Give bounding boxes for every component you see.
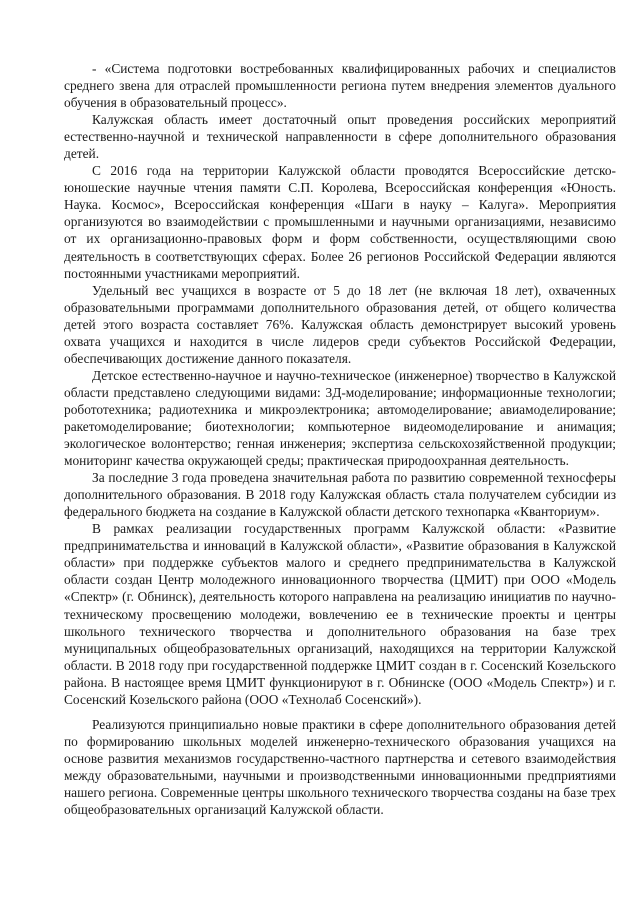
paragraph-creativity-types: Детское естественно-научное и научно-техническое (инженерное) творчество в Калужской области представлено следующими видами: 3Д-моделирование; информационные технологии; робототехника; радиотехника и микроэлектроника; автомоделирование; авиамоделирование; ракетомоделирование; биотехнологии; компьютерное видеомоделирование и анимация; экологическое волонтерство; генная инженерия; экспертиза сельскохозяйственной продукции; мониторинг качества окружающей среды; практическая природоохранная деятельность. [64,367,616,469]
document-page [64,60,616,818]
paragraph-new-practices: Реализуются принципиально новые практики в сфере дополнительного образования детей по формированию школьных моделей инженерно-технического образования учащихся на основе развития механизмов государственно-частного партнерства и сетевого взаимодействия между образовательными, научными и производственными инновационными предприятиями нашего региона. Современные центры школьного технического творчества созданы на базе трех общеобразовательных организаций Калужской области. [64,716,616,818]
paragraph-coverage: Удельный вес учащихся в возрасте от 5 до 18 лет (не включая 18 лет), охваченных образовательными программами дополнительного образования детей, от общего количества детей этого возраста составляет 76%. Калужская область демонстрирует высокий уровень охвата учащихся и находится в числе лидеров среди субъектов Российской Федерации, обеспечивающих достижение данного показателя. [64,282,616,366]
paragraph-experience: Калужская область имеет достаточный опыт проведения российских мероприятий естественно-научной и технической направленности в сфере дополнительного образования детей. [64,112,616,162]
paragraph-technosphere: За последние 3 года проведена значительная работа по развитию современной техносферы дополнительного образования. В 2018 году Калужская область стала получателем субсидии из федерального бюджета на создание в Калужской области детского технопарка «Кванториум». [64,470,616,520]
paragraph-events: С 2016 года на территории Калужской области проводятся Всероссийские детско-юношеские научные чтения памяти С.П. Королева, Всероссийская конференция «Юность. Наука. Космос», Всероссийская конференция «Шаги в науку – Калуга». Мероприятия организуются во взаимодействии с промышленными и научными организациями, независимо от их организационно-правовых форм и форм собственности, осуществляющими свою деятельность в соответствующих сферах. Более 26 регионов Российской Федерации являются постоянными участниками мероприятий. [64,163,616,281]
paragraph-cmit: В рамках реализации государственных программ Калужской области: «Развитие предпринимательства и инноваций в Калужской области», «Развитие образования в Калужской области» при поддержке субъектов малого и среднего предпринимательства в Калужской области создан Центр молодежного инновационного творчества (ЦМИТ) при ООО «Модель «Спектр» (г. Обнинск), деятельность которого направлена на реализацию инициатив по научно-техническому просвещению молодежи, вовлечению ее в технические проекты и центры школьного технического творчества и дополнительного образования на базе трех муниципальных общеобразовательных организаций, находящихся на территории Калужской области. В 2018 году при государственной поддержке ЦМИТ создан в г. Сосенский Козельского района. В настоящее время ЦМИТ функционируют в г. Обнинске (ООО «Модель Спектр») и г. Сосенский Козельского района (ООО «Технолаб Сосенский»). [64,521,616,707]
paragraph-dual-education: - «Система подготовки востребованных квалифицированных рабочих и специалистов среднего звена для отраслей промышленности региона путем внедрения элементов дуального обучения в образовательный процесс». [64,61,616,111]
